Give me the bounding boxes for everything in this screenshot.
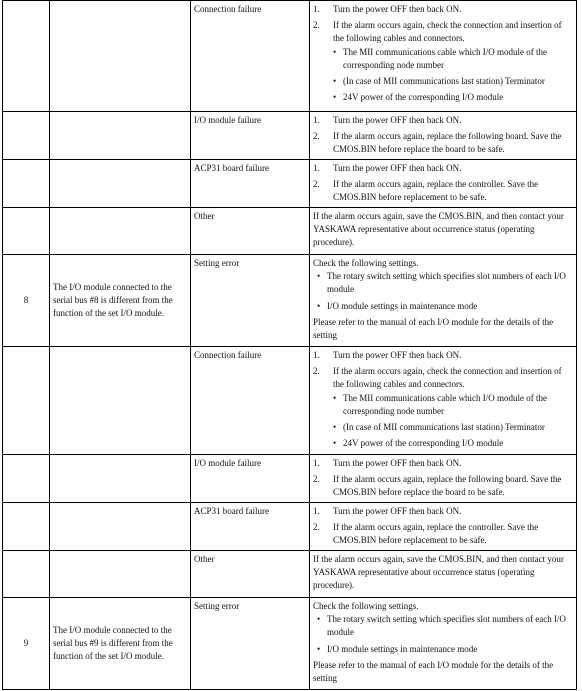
- alarm-description-cell: [50, 112, 191, 160]
- cause-cell: Setting error: [191, 255, 310, 347]
- remedy-cell: [310, 455, 577, 503]
- remedy-step: 1. Turn the power OFF then back ON.: [313, 458, 462, 468]
- remedy-cell: If the alarm occurs again, save the CMOS.BIN, and then contact your YASKAWA representative about occurrence status (operating procedure).: [310, 208, 577, 255]
- cause-cell: Other: [191, 551, 310, 598]
- table-row: [3, 208, 577, 255]
- alarm-number-cell: [3, 160, 50, 208]
- remedy-step: 2. If the alarm occurs again, replace the following board. Save the CMOS.BIN before replace the board to be safe.: [313, 474, 562, 498]
- cause-cell: ACP31 board failure: [191, 160, 310, 208]
- remedy-bullet: • I/O module settings in maintenance mode: [317, 643, 478, 654]
- remedy-step: 2. If the alarm occurs again, replace the following board. Save the CMOS.BIN before replace the board to be safe.: [313, 131, 562, 155]
- cause-cell: Other: [191, 208, 310, 255]
- remedy-bullet: • The MII communications cable which I/O module of the corresponding node number: [333, 392, 547, 416]
- remedy-check-text: Check the following settings.: [313, 601, 419, 611]
- remedy-cell: [310, 112, 577, 160]
- cause-cell: I/O module failure: [191, 455, 310, 503]
- alarm-number-cell: [3, 503, 50, 551]
- alarm-description-cell: [50, 455, 191, 503]
- alarm-description-cell: The I/O module connected to the serial bus #9 is different from the function of the set I/O module.: [50, 598, 191, 690]
- remedy-bullet: • The rotary switch setting which specifies slot numbers of each I/O module: [317, 614, 566, 638]
- remedy-step: 2. If the alarm occurs again, replace the controller. Save the CMOS.BIN before replacement to be safe.: [313, 522, 539, 546]
- table-row: [3, 347, 577, 455]
- remedy-cell: [310, 347, 577, 455]
- alarm-description-cell: [50, 503, 191, 551]
- cause-cell: Setting error: [191, 598, 310, 690]
- alarm-number-cell: [3, 551, 50, 598]
- alarm-number-cell: [3, 1, 50, 112]
- cause-cell: Connection failure: [191, 1, 310, 112]
- remedy-cell: [310, 160, 577, 208]
- remedy-cell: [310, 598, 577, 690]
- remedy-step: 1. Turn the power OFF then back ON.: [313, 506, 462, 516]
- remedy-bullet: • (In case of MII communications last station) Terminator: [333, 76, 545, 87]
- table-row: [3, 255, 577, 347]
- alarm-description-cell: [50, 1, 191, 112]
- table-row: [3, 455, 577, 503]
- remedy-cell: [310, 255, 577, 347]
- table-row: [3, 160, 577, 208]
- remedy-bullet: • (In case of MII communications last station) Terminator: [333, 422, 545, 433]
- remedy-cell: [310, 1, 577, 112]
- remedy-step: 1. Turn the power OFF then back ON.: [313, 4, 462, 14]
- remedy-check-text: Check the following settings.: [313, 258, 419, 268]
- remedy-bullet: • The rotary switch setting which specifies slot numbers of each I/O module: [317, 271, 566, 295]
- table-row: [3, 503, 577, 551]
- alarm-number-cell: 9: [3, 598, 50, 690]
- remedy-step: 2. If the alarm occurs again, check the connection and insertion of the following cables and connectors.: [313, 366, 562, 390]
- alarm-number-cell: [3, 208, 50, 255]
- alarm-remedy-table: [2, 0, 577, 690]
- cause-cell: ACP31 board failure: [191, 503, 310, 551]
- table-row: [3, 551, 577, 598]
- alarm-description-cell: [50, 551, 191, 598]
- remedy-step: 2. If the alarm occurs again, replace the controller. Save the CMOS.BIN before replacement to be safe.: [313, 179, 539, 203]
- remedy-bullet: • 24V power of the corresponding I/O module: [333, 438, 504, 449]
- table-row: [3, 112, 577, 160]
- alarm-number-cell: [3, 112, 50, 160]
- table-row: [3, 1, 577, 112]
- alarm-description-cell: [50, 347, 191, 455]
- alarm-number-cell: [3, 455, 50, 503]
- remedy-bullet: • The MII communications cable which I/O module of the corresponding node number: [333, 46, 547, 70]
- remedy-step: 2. If the alarm occurs again, check the connection and insertion of the following cables and connectors.: [313, 20, 562, 44]
- alarm-number-cell: 8: [3, 255, 50, 347]
- remedy-note-text: Please refer to the manual of each I/O module for the details of the setting: [313, 316, 554, 341]
- remedy-note-text: Please refer to the manual of each I/O module for the details of the setting: [313, 659, 554, 684]
- cause-cell: Connection failure: [191, 347, 310, 455]
- alarm-description-cell: [50, 160, 191, 208]
- remedy-step: 1. Turn the power OFF then back ON.: [313, 115, 462, 125]
- alarm-description-cell: [50, 208, 191, 255]
- cause-cell: I/O module failure: [191, 112, 310, 160]
- remedy-step: 1. Turn the power OFF then back ON.: [313, 350, 462, 360]
- remedy-bullet: • 24V power of the corresponding I/O module: [333, 92, 504, 103]
- remedy-bullet: • I/O module settings in maintenance mode: [317, 300, 478, 311]
- remedy-cell: [310, 503, 577, 551]
- table-row: [3, 598, 577, 690]
- alarm-description-cell: The I/O module connected to the serial bus #8 is different from the function of the set I/O module.: [50, 255, 191, 347]
- remedy-step: 1. Turn the power OFF then back ON.: [313, 163, 462, 173]
- alarm-number-cell: [3, 347, 50, 455]
- remedy-cell: If the alarm occurs again, save the CMOS.BIN, and then contact your YASKAWA representative about occurrence status (operating procedure).: [310, 551, 577, 598]
